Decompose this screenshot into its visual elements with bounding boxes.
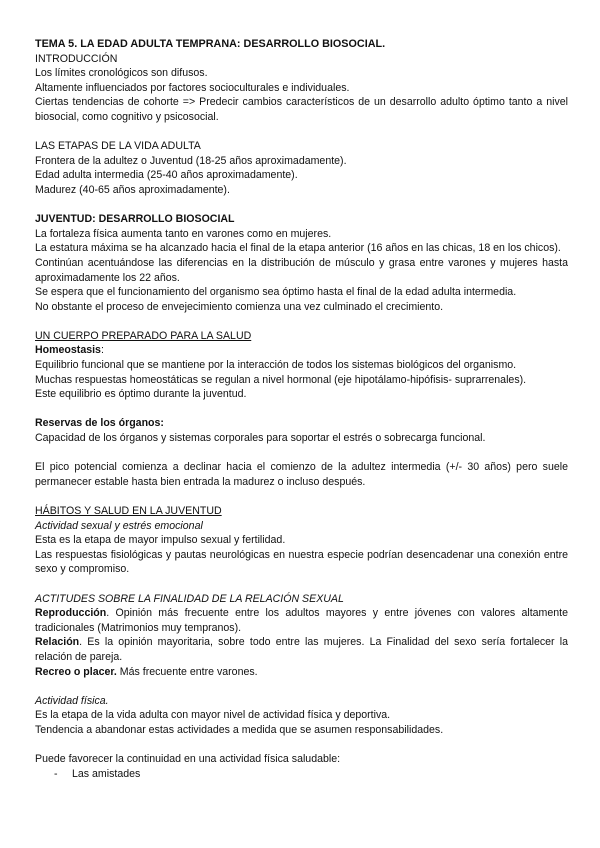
physical-line: Tendencia a abandonar estas actividades a medida que se asumen responsabilidades. xyxy=(35,723,444,736)
pleasure-item xyxy=(35,665,568,680)
youth-line: Continúan acentuándose las diferencias en la distribución de músculo y grasa entre varones y mujeres hasta aproximadamente los 22 años. xyxy=(35,256,568,284)
intro-line: Altamente influenciados por factores socioculturales e individuales. xyxy=(35,81,350,94)
reserves-line: Capacidad de los órganos y sistemas corporales para soportar el estrés o sobrecarga funcional. xyxy=(35,432,486,445)
youth-line: La fortaleza física aumenta tanto en varones como en mujeres. xyxy=(35,227,332,240)
physical-subtitle: Actividad física. xyxy=(35,694,109,707)
reproduction-label: Reproducción xyxy=(35,607,107,620)
intro-line: Los límites cronológicos son difusos. xyxy=(35,67,208,80)
spacer xyxy=(35,446,568,461)
stages-heading: LAS ETAPAS DE LA VIDA ADULTA xyxy=(35,140,201,153)
spacer xyxy=(35,125,568,140)
spacer xyxy=(35,577,568,592)
youth-heading: JUVENTUD: DESARROLLO BIOSOCIAL xyxy=(35,213,235,226)
spacer xyxy=(35,679,568,694)
list-item-text: Las amistades xyxy=(72,767,141,780)
sexual-subtitle: Actividad sexual y estrés emocional xyxy=(35,519,203,532)
youth-line: No obstante el proceso de envejecimiento comienza una vez culminado el crecimiento. xyxy=(35,300,444,313)
relation-text: . Es la opinión mayoritaria, sobre todo entre las mujeres. La Finalidad del sexo sería fortalecer la relación de pareja. xyxy=(35,636,568,663)
habits-heading: HÁBITOS Y SALUD EN LA JUVENTUD xyxy=(35,505,222,517)
spacer xyxy=(35,489,568,504)
sexual-line: Esta es la etapa de mayor impulso sexual y fertilidad. xyxy=(35,534,286,547)
homeostasis-title: Homeostasis xyxy=(35,344,101,357)
homeostasis-line: Equilibrio funcional que se mantiene por la interacción de todos los sistemas biológicos del organismo. xyxy=(35,359,517,372)
document-page xyxy=(35,37,568,781)
pleasure-text: Más frecuente entre varones. xyxy=(116,665,258,678)
reproduction-text: . Opinión más frecuente entre los adultos mayores y entre jóvenes con valores altamente tradicionales (Matrimonios muy tempranos). xyxy=(35,607,568,634)
intro-line: Ciertas tendencias de cohorte => Predecir cambios característicos de un desarrollo adulto óptimo tanto a nivel biosocial, como cognitivo y psicosocial. xyxy=(35,96,568,123)
reproduction-item xyxy=(35,606,568,635)
bullet-dash: - xyxy=(54,767,58,780)
stages-line: Edad adulta intermedia (25-40 años aproximadamente). xyxy=(35,169,298,182)
homeostasis-line: Este equilibrio es óptimo durante la juventud. xyxy=(35,388,247,401)
peak-text: El pico potencial comienza a declinar hacia el comienzo de la adultez intermedia (+/- 30 años) pero suele permanecer estable hasta bien entrada la madurez o incluso después. xyxy=(35,461,568,488)
attitudes-heading: ACTITUDES SOBRE LA FINALIDAD DE LA RELACIÓN SEXUAL xyxy=(35,592,344,605)
physical-line: Es la etapa de la vida adulta con mayor nivel de actividad física y deportiva. xyxy=(35,709,391,722)
homeostasis-colon: : xyxy=(100,344,104,357)
homeostasis-title-line xyxy=(35,343,568,358)
spacer xyxy=(35,198,568,213)
pleasure-label: Recreo o placer. xyxy=(35,665,117,678)
intro-heading: INTRODUCCIÓN xyxy=(35,52,118,65)
youth-line: La estatura máxima se ha alcanzado hacia el final de la etapa anterior (16 años en las chicas, 18 en los chicos). xyxy=(35,242,561,255)
relation-label: Relación xyxy=(35,636,80,649)
stages-line: Madurez (40-65 años aproximadamente). xyxy=(35,183,230,196)
continuity-text: Puede favorecer la continuidad en una actividad física saludable: xyxy=(35,753,341,766)
health-heading: UN CUERPO PREPARADO PARA LA SALUD xyxy=(35,329,252,342)
document-title: TEMA 5. LA EDAD ADULTA TEMPRANA: DESARROLLO BIOSOCIAL. xyxy=(35,38,386,50)
spacer xyxy=(35,738,568,753)
stages-line: Frontera de la adultez o Juventud (18-25 años aproximadamente). xyxy=(35,154,347,167)
spacer xyxy=(35,402,568,417)
reserves-title: Reservas de los órganos: xyxy=(35,417,164,430)
list-item xyxy=(35,767,568,782)
homeostasis-line: Muchas respuestas homeostáticas se regulan a nivel hormonal (eje hipotálamo-hipófisis- suprarrenales). xyxy=(35,373,527,386)
spacer xyxy=(35,314,568,329)
sexual-line: Las respuestas fisiológicas y pautas neurológicas en nuestra especie podrían desencadenar una conexión entre sexo y compromiso. xyxy=(35,548,568,576)
youth-line: Se espera que el funcionamiento del organismo sea óptimo hasta el final de la edad adulta intermedia. xyxy=(35,286,517,299)
relation-item xyxy=(35,635,568,664)
